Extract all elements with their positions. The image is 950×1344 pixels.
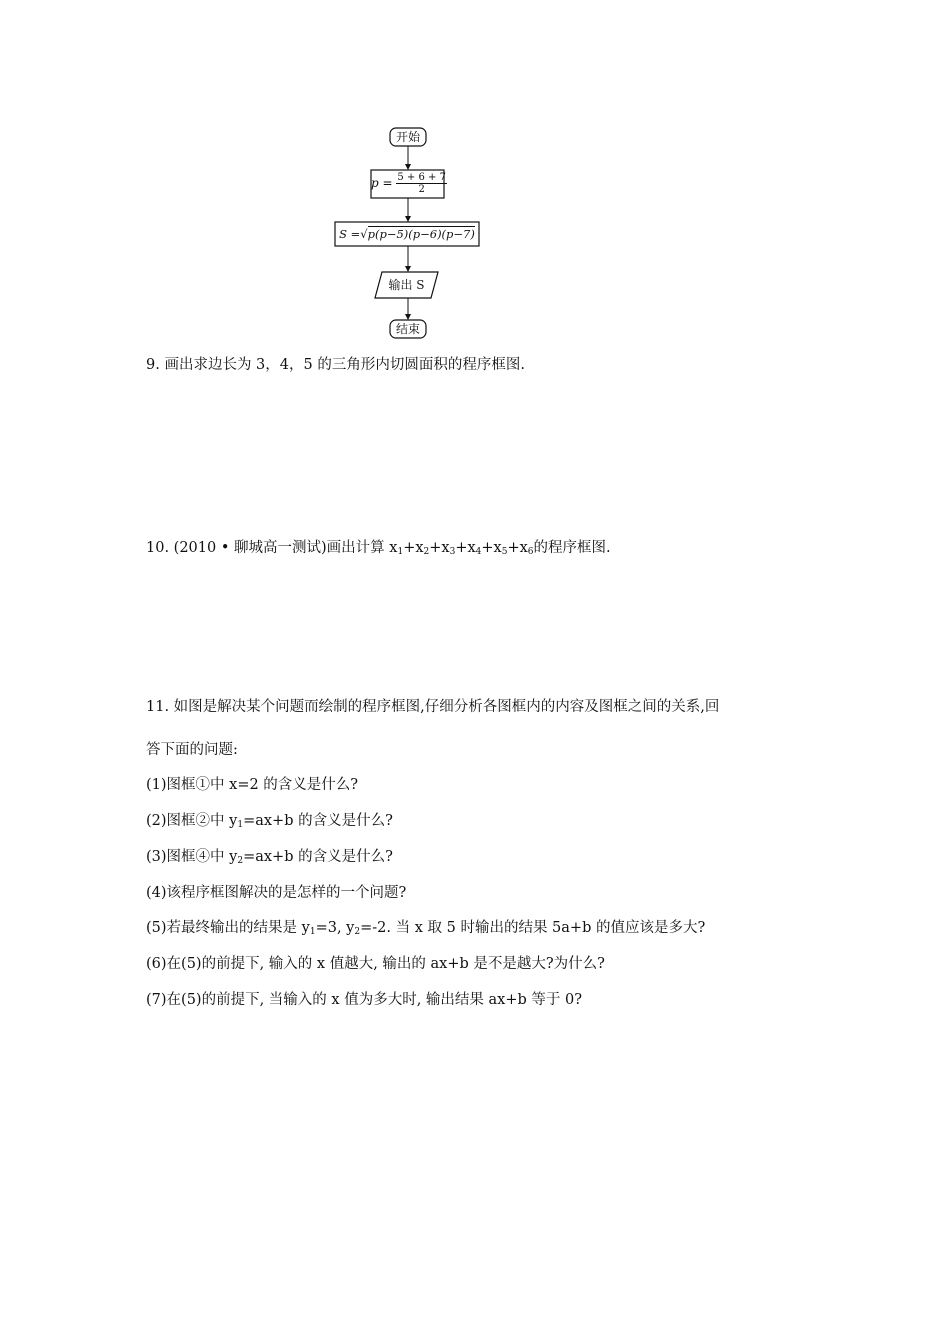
p-denominator: 2 xyxy=(418,184,425,195)
sub3-part-b: =ax+b 的含义是什么? xyxy=(243,849,393,865)
sub5-part-b: =3, y xyxy=(315,920,355,936)
sub-question-1: (1)图框①中 x=2 的含义是什么? xyxy=(146,777,359,793)
arrowhead-4 xyxy=(405,314,411,320)
q10-suffix: 的程序框图. xyxy=(533,540,611,556)
s-formula xyxy=(335,227,479,241)
sub5-part-a: (5)若最终输出的结果是 y xyxy=(146,920,310,936)
s-expression: p(p−5)(p−6)(p−7) xyxy=(367,227,475,241)
sub-question-4: (4)该程序框图解决的是怎样的一个问题? xyxy=(146,885,407,901)
question-11-line1: 11. 如图是解决某个问题而绘制的程序框图,仔细分析各图框内的内容及图框之间的关系,回 xyxy=(146,699,720,715)
sub-question-7: (7)在(5)的前提下, 当输入的 x 值为多大时, 输出结果 ax+b 等于 0? xyxy=(146,992,582,1008)
sub-question-5: (5)若最终输出的结果是 $y_1=3$, $y_2=-2$. 当 x 取 5 时输出的结果 5a+b 的值应该是多大? xyxy=(146,920,706,937)
output-label: 输出 S xyxy=(388,278,425,292)
q10-prefix: 10. (2010 • 聊城高一测试)画出计算 x xyxy=(146,540,398,556)
p-fraction xyxy=(396,172,447,195)
sqrt-sign: √ xyxy=(360,227,368,241)
sub5-part-c: =-2. 当 x 取 5 时输出的结果 5a+b 的值应该是多大? xyxy=(360,920,706,936)
start-label: 开始 xyxy=(395,130,420,144)
question-11-line2: 答下面的问题: xyxy=(146,742,238,758)
flowchart xyxy=(320,120,500,345)
p-formula xyxy=(371,172,444,195)
sub-question-6: (6)在(5)的前提下, 输入的 x 值越大, 输出的 ax+b 是不是越大?为什么? xyxy=(146,956,605,972)
question-10: 10. (2010 • 聊城高一测试)画出计算 $x_1+x_2+x_3+x_4+x_5+x_6$的程序框图. xyxy=(146,540,611,557)
arrowhead-3 xyxy=(405,266,411,272)
sub-question-3: (3)图框④中 $y_2=ax+b$ 的含义是什么? xyxy=(146,849,393,866)
end-label: 结束 xyxy=(395,322,420,336)
sub3-part-a: (3)图框④中 y xyxy=(146,849,238,865)
arrowhead-1 xyxy=(405,164,411,170)
p-lhs: p = xyxy=(371,176,393,190)
sub2-part-a: (2)图框②中 y xyxy=(146,813,238,829)
sub2-part-b: =ax+b 的含义是什么? xyxy=(243,813,393,829)
s-lhs: S = xyxy=(339,227,361,241)
arrowhead-2 xyxy=(405,216,411,222)
question-9: 9. 画出求边长为 3，4，5 的三角形内切圆面积的程序框图. xyxy=(146,357,525,373)
p-numerator: 5 + 6 + 7 xyxy=(397,172,446,183)
sub-question-2: (2)图框②中 $y_1=ax+b$ 的含义是什么? xyxy=(146,813,393,830)
